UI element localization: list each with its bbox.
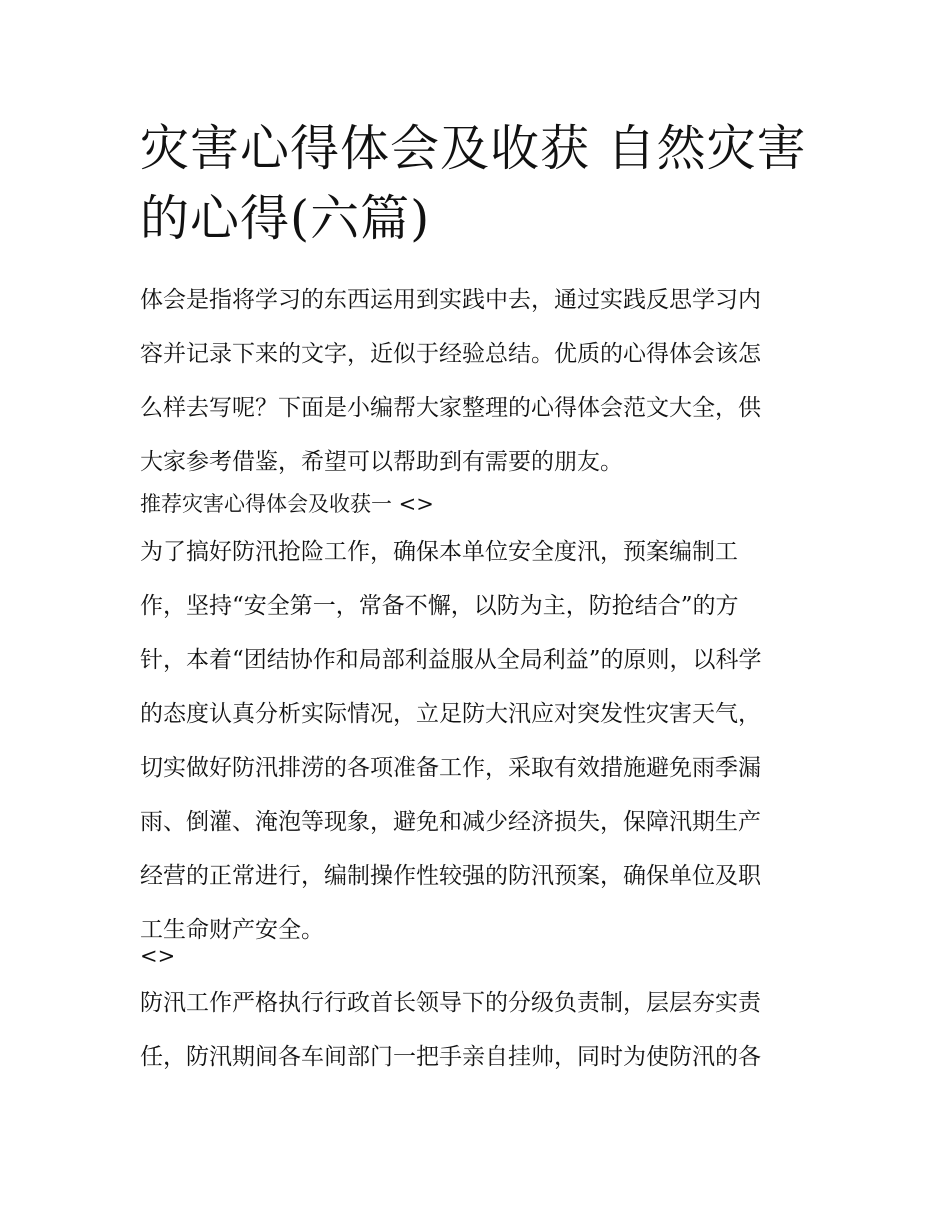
document-title xyxy=(140,114,820,254)
paragraph-line: 经营的正常进行，编制操作性较强的防汛预案，确保单位及职 xyxy=(140,863,761,889)
title-line: 灾害心得体会及收获 自然灾害 xyxy=(140,120,807,177)
separator-mark: <> xyxy=(140,944,176,968)
paragraph-line: 切实做好防汛排涝的各项准备工作，采取有效措施避免雨季漏 xyxy=(140,755,761,781)
title-line: 的心得(六篇) xyxy=(140,190,431,247)
paragraph-line: 的态度认真分析实际情况，立足防大汛应对突发性灾害天气， xyxy=(140,701,761,727)
paragraph-1 xyxy=(140,525,820,957)
section-heading: 推荐灾害心得体会及收获一 <> xyxy=(140,492,434,516)
intro-line: 么样去写呢？下面是小编帮大家整理的心得体会范文大全，供 xyxy=(140,395,761,421)
intro-line: 容并记录下来的文字，近似于经验总结。优质的心得体会该怎 xyxy=(140,341,761,367)
paragraph-line: 任，防汛期间各车间部门一把手亲自挂帅，同时为使防汛的各 xyxy=(140,1044,761,1070)
paragraph-line: 作，坚持“安全第一，常备不懈，以防为主，防抢结合”的方 xyxy=(140,593,739,619)
paragraph-2 xyxy=(140,976,820,1084)
paragraph-line: 雨、倒灌、淹泡等现象，避免和减少经济损失，保障汛期生产 xyxy=(140,809,761,835)
intro-line: 大家参考借鉴，希望可以帮助到有需要的朋友。 xyxy=(140,449,623,475)
paragraph-line: 针，本着“团结协作和局部利益服从全局利益”的原则，以科学 xyxy=(140,647,762,673)
intro-line: 体会是指将学习的东西运用到实践中去，通过实践反思学习内 xyxy=(140,287,761,313)
intro-paragraph xyxy=(140,273,820,489)
paragraph-line: 工生命财产安全。 xyxy=(140,917,324,943)
paragraph-line: 为了搞好防汛抢险工作，确保本单位安全度汛，预案编制工 xyxy=(140,539,738,565)
paragraph-line: 防汛工作严格执行行政首长领导下的分级负责制，层层夯实责 xyxy=(140,990,761,1016)
